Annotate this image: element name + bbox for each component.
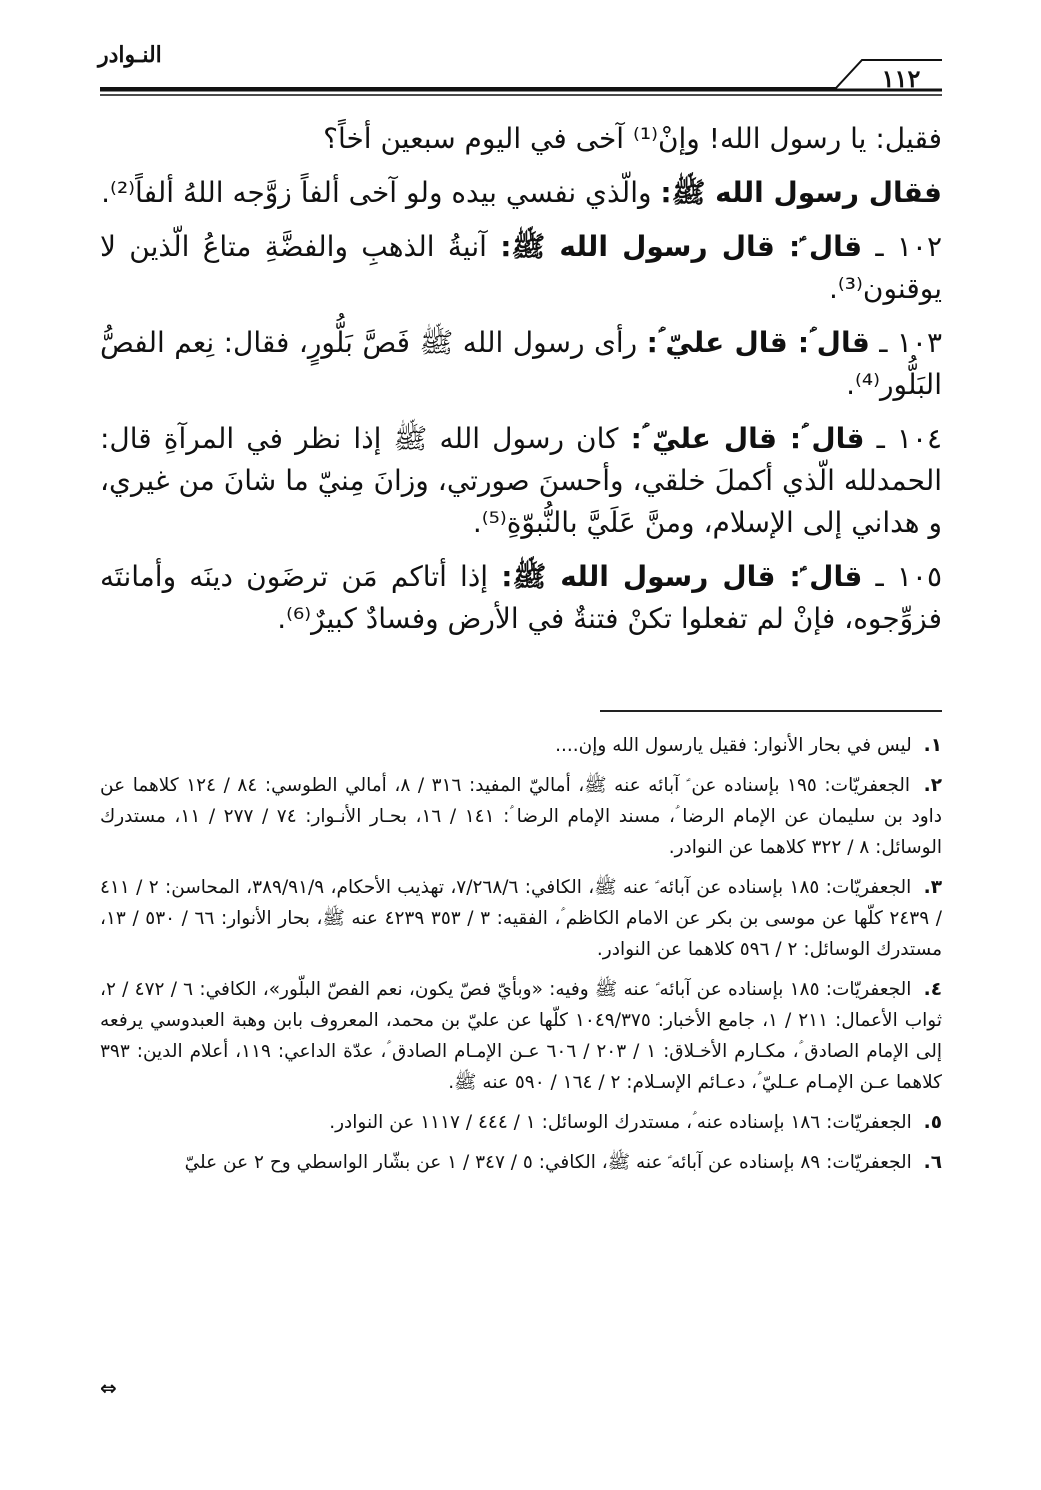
footnotes (100, 730, 942, 1187)
narration-chain: قال ؑ: قال رسول الله ﷺ: (500, 230, 863, 263)
footnote (100, 872, 942, 965)
footnote-number: ٣. (923, 877, 942, 898)
paragraph (100, 226, 942, 310)
page-number: ١١٢ (881, 64, 921, 93)
paragraph (100, 118, 942, 160)
paragraph-text: رأى رسول الله ﷺ فَصَّ بَلُّورٍ، فقال: نِعم الفصُّ البَلُّور⁽⁴⁾. (100, 326, 942, 401)
hadith-number: ١٠٣ ـ (879, 326, 942, 359)
paragraph (100, 172, 942, 214)
narration-chain: قال ؑ: قال عليّ ؑ: (646, 326, 870, 359)
footnote-number: ٥. (923, 1112, 942, 1133)
footnote (100, 1107, 942, 1138)
narration-chain: قال ؑ: قال عليّ ؑ: (630, 422, 865, 455)
hadith-number: ١٠٤ ـ (876, 422, 943, 455)
footnote-number: ٦. (923, 1152, 942, 1173)
footnote (100, 730, 942, 761)
footnote-number: ٤. (923, 979, 942, 1000)
continuation-arrow-icon: ⇔ (100, 1376, 117, 1400)
footnote-text: ليس في بحار الأنوار: فقيل يارسول الله وإن.... (555, 735, 912, 756)
footnote (100, 974, 942, 1098)
paragraph-text: آنيةُ الذهبِ والفضَّةِ متاعُ الّذين لا يوقنون⁽³⁾. (100, 230, 942, 305)
footnote-text: الجعفريّات: ١٨٥ بإسناده عن آبائه ؑ عنه ﷺ وفيه: «وبأيّ فصّ يكون، نعم الفصّ البلّور»، الكافي: ٦ / ٤٧٢ / ٢، ثواب الأعمال: ٢١١ / ١، جامع الأخبار: ١٠٤٩/٣٧٥ كلّها عن عليّ بن محمد، المعروف بابن وهبة العبدوسي يرفعه إلى الإمام الصادق ؑ، مكـارم الأخـلاق: ١ / ٢٠٣ / ٦٠٦ عـن الإمـام الصادق ؑ، عدّة الداعي: ١١٩، أعلام الدين: ٣٩٣ كلاهما عـن الإمـام عـليّ ؑ، دعـائم الإسـلام: ٢ / ١٦٤ / ٥٩٠ عنه ﷺ. (100, 979, 943, 1093)
main-text (100, 118, 942, 652)
footnote-separator (600, 710, 942, 712)
footnote-text: الجعفريّات: ٨٩ بإسناده عن آبائه ؑ عنه ﷺ، الكافي: ٥ / ٣٤٧ / ١ عن بشّار الواسطي وح ٢ عن عليّ (184, 1152, 912, 1173)
footnote-text: الجعفريّات: ١٨٥ بإسناده عن آبائه ؑ عنه ﷺ، الكافي: ٧/٢٦٨/٦، تهذيب الأحكام، ٣٨٩/٩١/٩، المحاسن: ٢ / ٤١١ / ٢٤٣٩ كلّها عن موسى بن بكر عن الامام الكاظم ؑ، الفقيه: ٣ / ٣٥٣ ٤٢٣٩ عنه ﷺ، بحار الأنوار: ٦٦ / ٥٣٠ / ١٣، مستدرك الوسائل: ٢ / ٥٩٦ كلاهما عن النوادر. (100, 877, 942, 960)
paragraph (100, 418, 942, 544)
paragraph-text: إذا أتاكم مَن ترضَون دينَه وأمانتَه فزوِّجوه، فإنْ لم تفعلوا تكنْ فتنةٌ في الأرض وفسادٌ كبيرٌ⁽⁶⁾. (100, 560, 942, 635)
hadith-number: ١٠٢ ـ (875, 230, 942, 263)
footnote-text: الجعفريّات: ١٨٦ بإسناده عنه ؑ، مستدرك الوسائل: ١ / ٤٤٤ / ١١١٧ عن النوادر. (329, 1112, 912, 1133)
footnote-number: ٢. (923, 775, 942, 796)
footnote (100, 1147, 942, 1178)
narration-chain: قال ؑ: قال رسول الله ﷺ: (501, 560, 863, 593)
paragraph (100, 556, 942, 640)
footnote (100, 770, 942, 863)
narration-chain: فقال رسول الله ﷺ: (660, 176, 942, 209)
paragraph (100, 322, 942, 406)
footnote-number: ١. (923, 735, 942, 756)
footnote-text: الجعفريّات: ١٩٥ بإسناده عن ؑ آبائه عنه ﷺ، أماليّ المفيد: ٣١٦ / ٨، أمالي الطوسي: ٨٤ / ١٢٤ كلاهما عن داود بن سليمان عن الإمام الرضا ؑ، مسند الإمام الرضا ؑ: ١٤١ / ١٦، بحـار الأنـوار: ٧٤ / ٢٧٧ / ١١، مستدرك الوسائل: ٨ / ٣٢٢ كلاهما عن النوادر. (100, 775, 943, 858)
hadith-number: ١٠٥ ـ (875, 560, 942, 593)
paragraph-text: والّذي نفسي بيده ولو آخى ألفاً زوَّجه اللهُ ألفاً⁽²⁾. (101, 176, 652, 209)
paragraph-text: فقيل: يا رسول الله! وإنْ⁽¹⁾ آخى في اليوم سبعين أخاً؟ (323, 122, 942, 155)
running-title: النـوادر (98, 42, 162, 68)
paragraph-text: كان رسول الله ﷺ إذا نظر في المرآةِ قال: الحمدلله الّذي أكملَ خلقي، وأحسنَ صورتي، وزانَ مِنيّ ما شانَ من غيري، و هداني إلى الإسلام، ومنَّ عَلَيَّ بالنُّبوّةِ⁽⁵⁾. (100, 422, 942, 539)
header-rule (100, 0, 942, 100)
